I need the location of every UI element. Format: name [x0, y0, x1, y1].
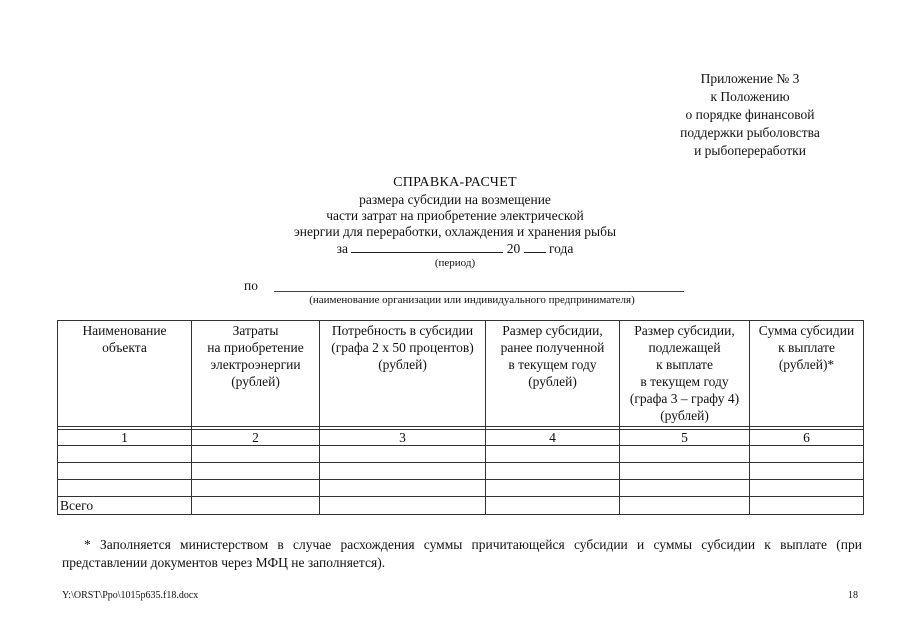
header-text: Сумма субсидии — [758, 323, 855, 338]
organization-blank[interactable] — [274, 291, 684, 292]
table-header-row — [58, 321, 864, 427]
column-number: 3 — [320, 430, 486, 446]
organization-prefix: по — [244, 278, 258, 293]
header-text: на приобретение — [207, 340, 304, 355]
year-blank[interactable] — [524, 240, 546, 253]
page-number: 18 — [848, 590, 858, 601]
period-suffix: года — [548, 241, 574, 256]
column-number: 2 — [192, 430, 320, 446]
table-cell[interactable] — [58, 480, 192, 497]
table-cell[interactable] — [750, 480, 864, 497]
table-cell[interactable] — [486, 463, 620, 480]
table-cell[interactable] — [192, 463, 320, 480]
table-cell[interactable] — [192, 446, 320, 463]
table-cell[interactable] — [320, 497, 486, 515]
table-cell[interactable] — [58, 446, 192, 463]
table-cell[interactable] — [320, 463, 486, 480]
column-number-row — [58, 430, 864, 446]
table-cell[interactable] — [192, 480, 320, 497]
header-text: к выплате — [656, 357, 713, 372]
organization-hint: (наименование организации или индивидуального предпринимателя) — [309, 294, 635, 306]
table-cell[interactable] — [620, 497, 750, 515]
table-cell[interactable] — [750, 446, 864, 463]
header-text: (графа 3 – графу 4) — [629, 391, 740, 406]
column-number: 1 — [58, 430, 192, 446]
header-text: Размер субсидии, — [502, 323, 603, 338]
header-electricity-costs — [192, 321, 320, 427]
header-text: Размер субсидии, — [634, 323, 735, 338]
table-row — [58, 480, 864, 497]
column-number: 5 — [620, 430, 750, 446]
table-cell[interactable] — [486, 480, 620, 497]
appendix-block — [640, 70, 860, 160]
heading-line: энергии для переработки, охлаждения и хранения рыбы — [293, 224, 617, 239]
header-text: (рублей) — [231, 374, 280, 389]
table-cell[interactable] — [486, 497, 620, 515]
total-row — [58, 497, 864, 515]
header-subsidy-amount — [750, 321, 864, 427]
header-text: Затраты — [232, 323, 279, 338]
header-text: в текущем году — [640, 374, 729, 389]
header-subsidy-need — [320, 321, 486, 427]
header-text: Наименование — [82, 323, 167, 338]
period-year: 20 — [506, 241, 521, 256]
appendix-line: Приложение № 3 — [700, 71, 800, 86]
table-row — [58, 463, 864, 480]
table-cell[interactable] — [320, 480, 486, 497]
period-prefix: за — [336, 241, 348, 256]
period-hint: (период) — [434, 257, 476, 269]
table-cell[interactable] — [620, 446, 750, 463]
total-label: Всего — [58, 497, 192, 515]
table-cell[interactable] — [192, 497, 320, 515]
header-subsidy-received — [486, 321, 620, 427]
header-text: в текущем году — [508, 357, 597, 372]
column-number: 4 — [486, 430, 620, 446]
header-object-name — [58, 321, 192, 427]
appendix-line: и рыбопереработки — [694, 143, 806, 158]
subsidy-table — [57, 320, 864, 515]
table-row — [58, 446, 864, 463]
header-text: электроэнергии — [210, 357, 301, 372]
table-cell[interactable] — [620, 463, 750, 480]
period-line — [255, 240, 655, 257]
table-cell[interactable] — [750, 497, 864, 515]
column-number: 6 — [750, 430, 864, 446]
header-subsidy-payable — [620, 321, 750, 427]
header-text: к выплате — [778, 340, 835, 355]
document-title: СПРАВКА-РАСЧЕТ — [393, 175, 517, 190]
organization-row — [244, 278, 684, 294]
heading-line: части затрат на приобретение электрической — [326, 208, 584, 223]
header-text: подлежащей — [648, 340, 721, 355]
document-heading — [255, 175, 655, 270]
table-cell[interactable] — [486, 446, 620, 463]
appendix-line: поддержки рыболовства — [680, 125, 820, 140]
header-text: объекта — [102, 340, 147, 355]
header-text: ранее полученной — [500, 340, 605, 355]
table-cell[interactable] — [620, 480, 750, 497]
table-cell[interactable] — [750, 463, 864, 480]
file-path: Y:\ORST\Ppo\1015p635.f18.docx — [62, 590, 199, 601]
period-blank[interactable] — [351, 240, 503, 253]
heading-line: размера субсидии на возмещение — [359, 192, 551, 207]
header-text: (рублей) — [528, 374, 577, 389]
footnote: * Заполняется министерством в случае расхождения суммы причитающейся субсидии и суммы субсидии к выплате (при представлении документов через МФЦ не заполняется). — [62, 537, 862, 570]
appendix-line: к Положению — [710, 89, 790, 104]
header-text: (рублей) — [378, 357, 427, 372]
table-cell[interactable] — [320, 446, 486, 463]
table-cell[interactable] — [58, 463, 192, 480]
header-text: (графа 2 x 50 процентов) — [331, 340, 474, 355]
header-text: Потребность в субсидии — [331, 323, 474, 338]
appendix-line: о порядке финансовой — [685, 107, 815, 122]
header-text: (рублей) — [660, 408, 709, 423]
header-text: (рублей)* — [778, 357, 835, 372]
